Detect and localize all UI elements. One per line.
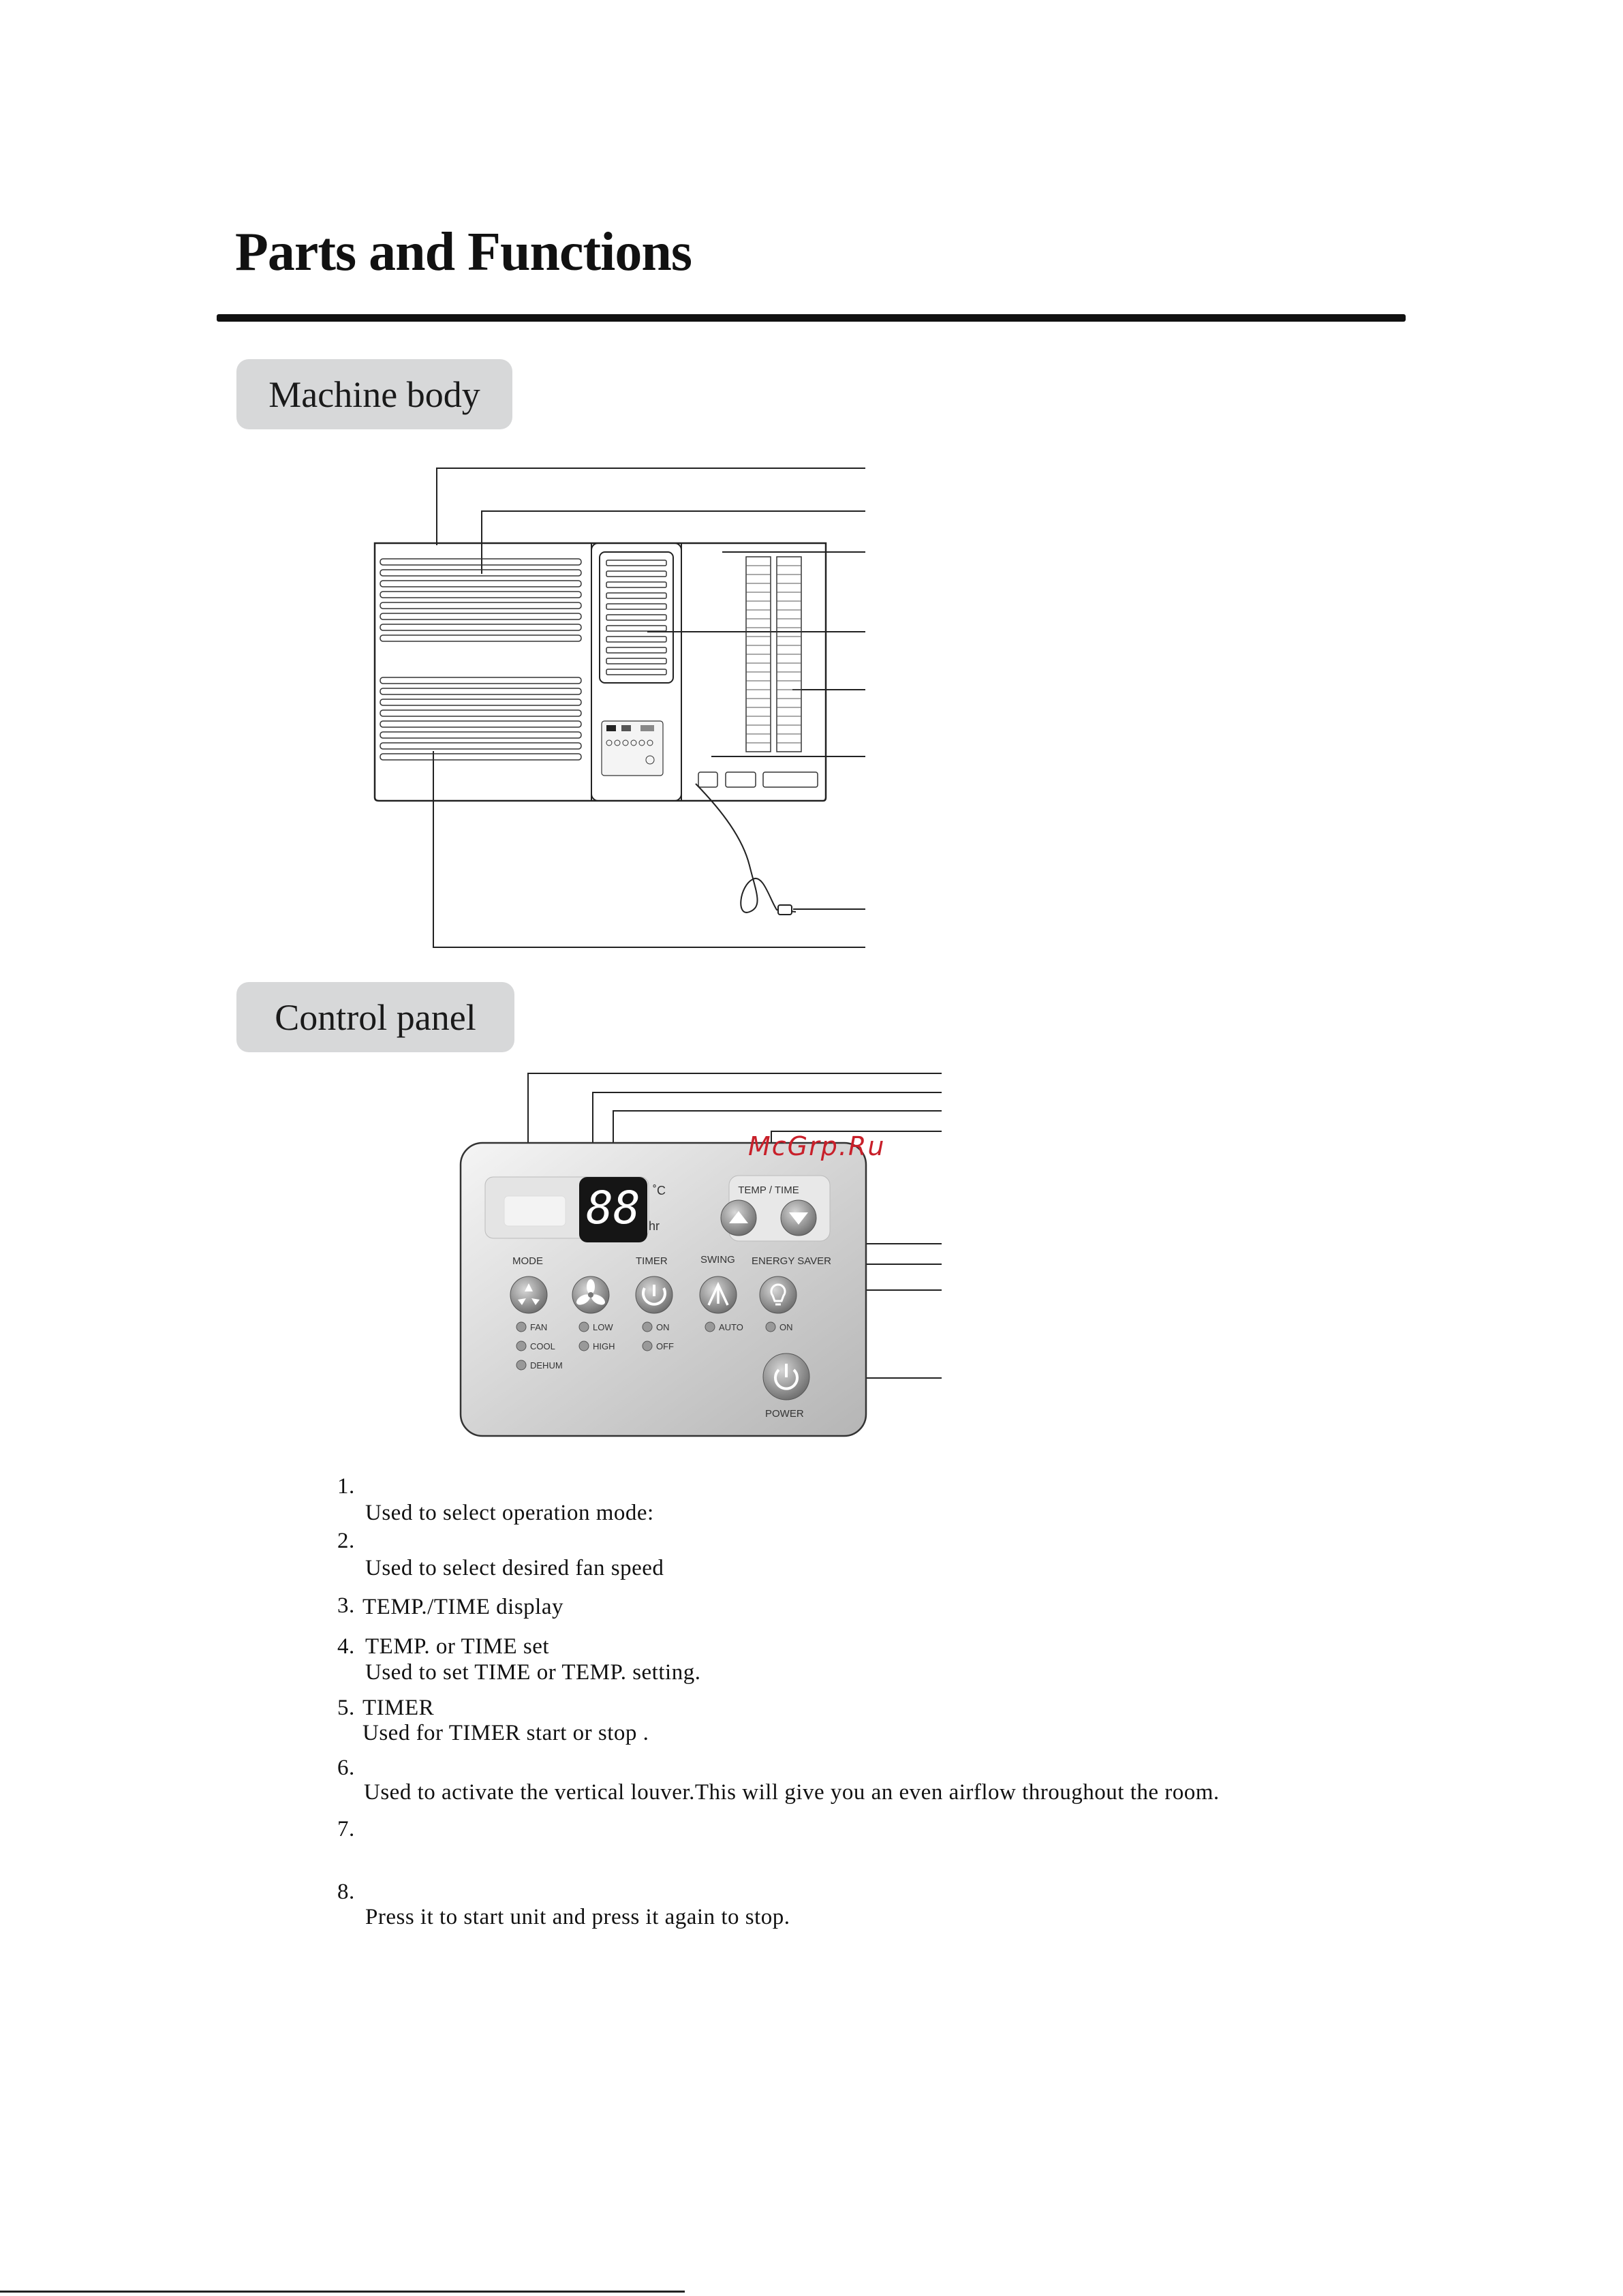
indicator-timer-off: OFF [656,1341,674,1351]
desc-3-title: TEMP./TIME display [362,1595,563,1619]
desc-4-text: Used to set TIME or TEMP. setting. [365,1660,701,1685]
desc-8-text: Press it to start unit and press it again to stop. [365,1905,790,1929]
temp-up-button[interactable] [721,1200,756,1236]
energy-saver-button[interactable] [760,1276,797,1313]
hour-unit: hr [649,1219,660,1233]
energy-saver-label: ENERGY SAVER [752,1255,831,1267]
fan-button[interactable] [572,1276,609,1313]
desc-5-title: TIMER [362,1696,435,1720]
desc-2-number: 2. [337,1529,355,1553]
temp-time-label: TEMP / TIME [738,1184,799,1196]
desc-6-number: 6. [337,1756,355,1780]
swing-button[interactable] [700,1276,737,1313]
desc-4-title: TEMP. or TIME set [365,1634,550,1659]
desc-1-text: Used to select operation mode: [365,1501,654,1525]
mode-button[interactable] [510,1276,547,1313]
desc-4-number: 4. [337,1634,355,1659]
desc-3-number: 3. [337,1593,355,1618]
desc-6-text: Used to activate the vertical louver.This will give you an even airflow throughout the room. [364,1780,1220,1805]
watermark: McGrp.Ru [748,1131,886,1161]
control-panel-diagram [450,1060,968,1441]
indicator-low: LOW [593,1322,613,1332]
indicator-fan: FAN [530,1322,548,1332]
celsius-unit: ˚C [653,1184,666,1197]
indicator-high: HIGH [593,1341,615,1351]
mode-label: MODE [512,1255,543,1267]
power-label: POWER [765,1408,804,1420]
section-tab-control-panel: Control panel [236,982,514,1052]
page-title: Parts and Functions [235,222,692,282]
desc-7-number: 7. [337,1817,355,1841]
desc-8-number: 8. [337,1880,355,1904]
footer-rule [0,2291,685,2293]
desc-2-text: Used to select desired fan speed [365,1556,664,1580]
desc-5-text: Used for TIMER start or stop . [362,1721,649,1745]
machine-body-diagram [341,457,886,961]
timer-button[interactable] [636,1276,673,1313]
indicator-energy-on: ON [779,1322,793,1332]
section-tab-machine-body: Machine body [236,359,512,429]
mini-control-panel [602,721,663,776]
desc-1-number: 1. [337,1474,355,1499]
indicator-auto: AUTO [719,1322,743,1332]
indicator-dehum: DEHUM [530,1360,563,1371]
temp-down-button[interactable] [781,1200,816,1236]
swing-label: SWING [700,1254,735,1266]
title-divider [217,314,1406,322]
power-button[interactable] [763,1353,809,1400]
desc-5-number: 5. [337,1696,355,1720]
indicator-cool: COOL [530,1341,555,1351]
indicator-timer-on: ON [656,1322,670,1332]
timer-label: TIMER [636,1255,668,1267]
temp-time-display: 88 [586,1182,640,1234]
